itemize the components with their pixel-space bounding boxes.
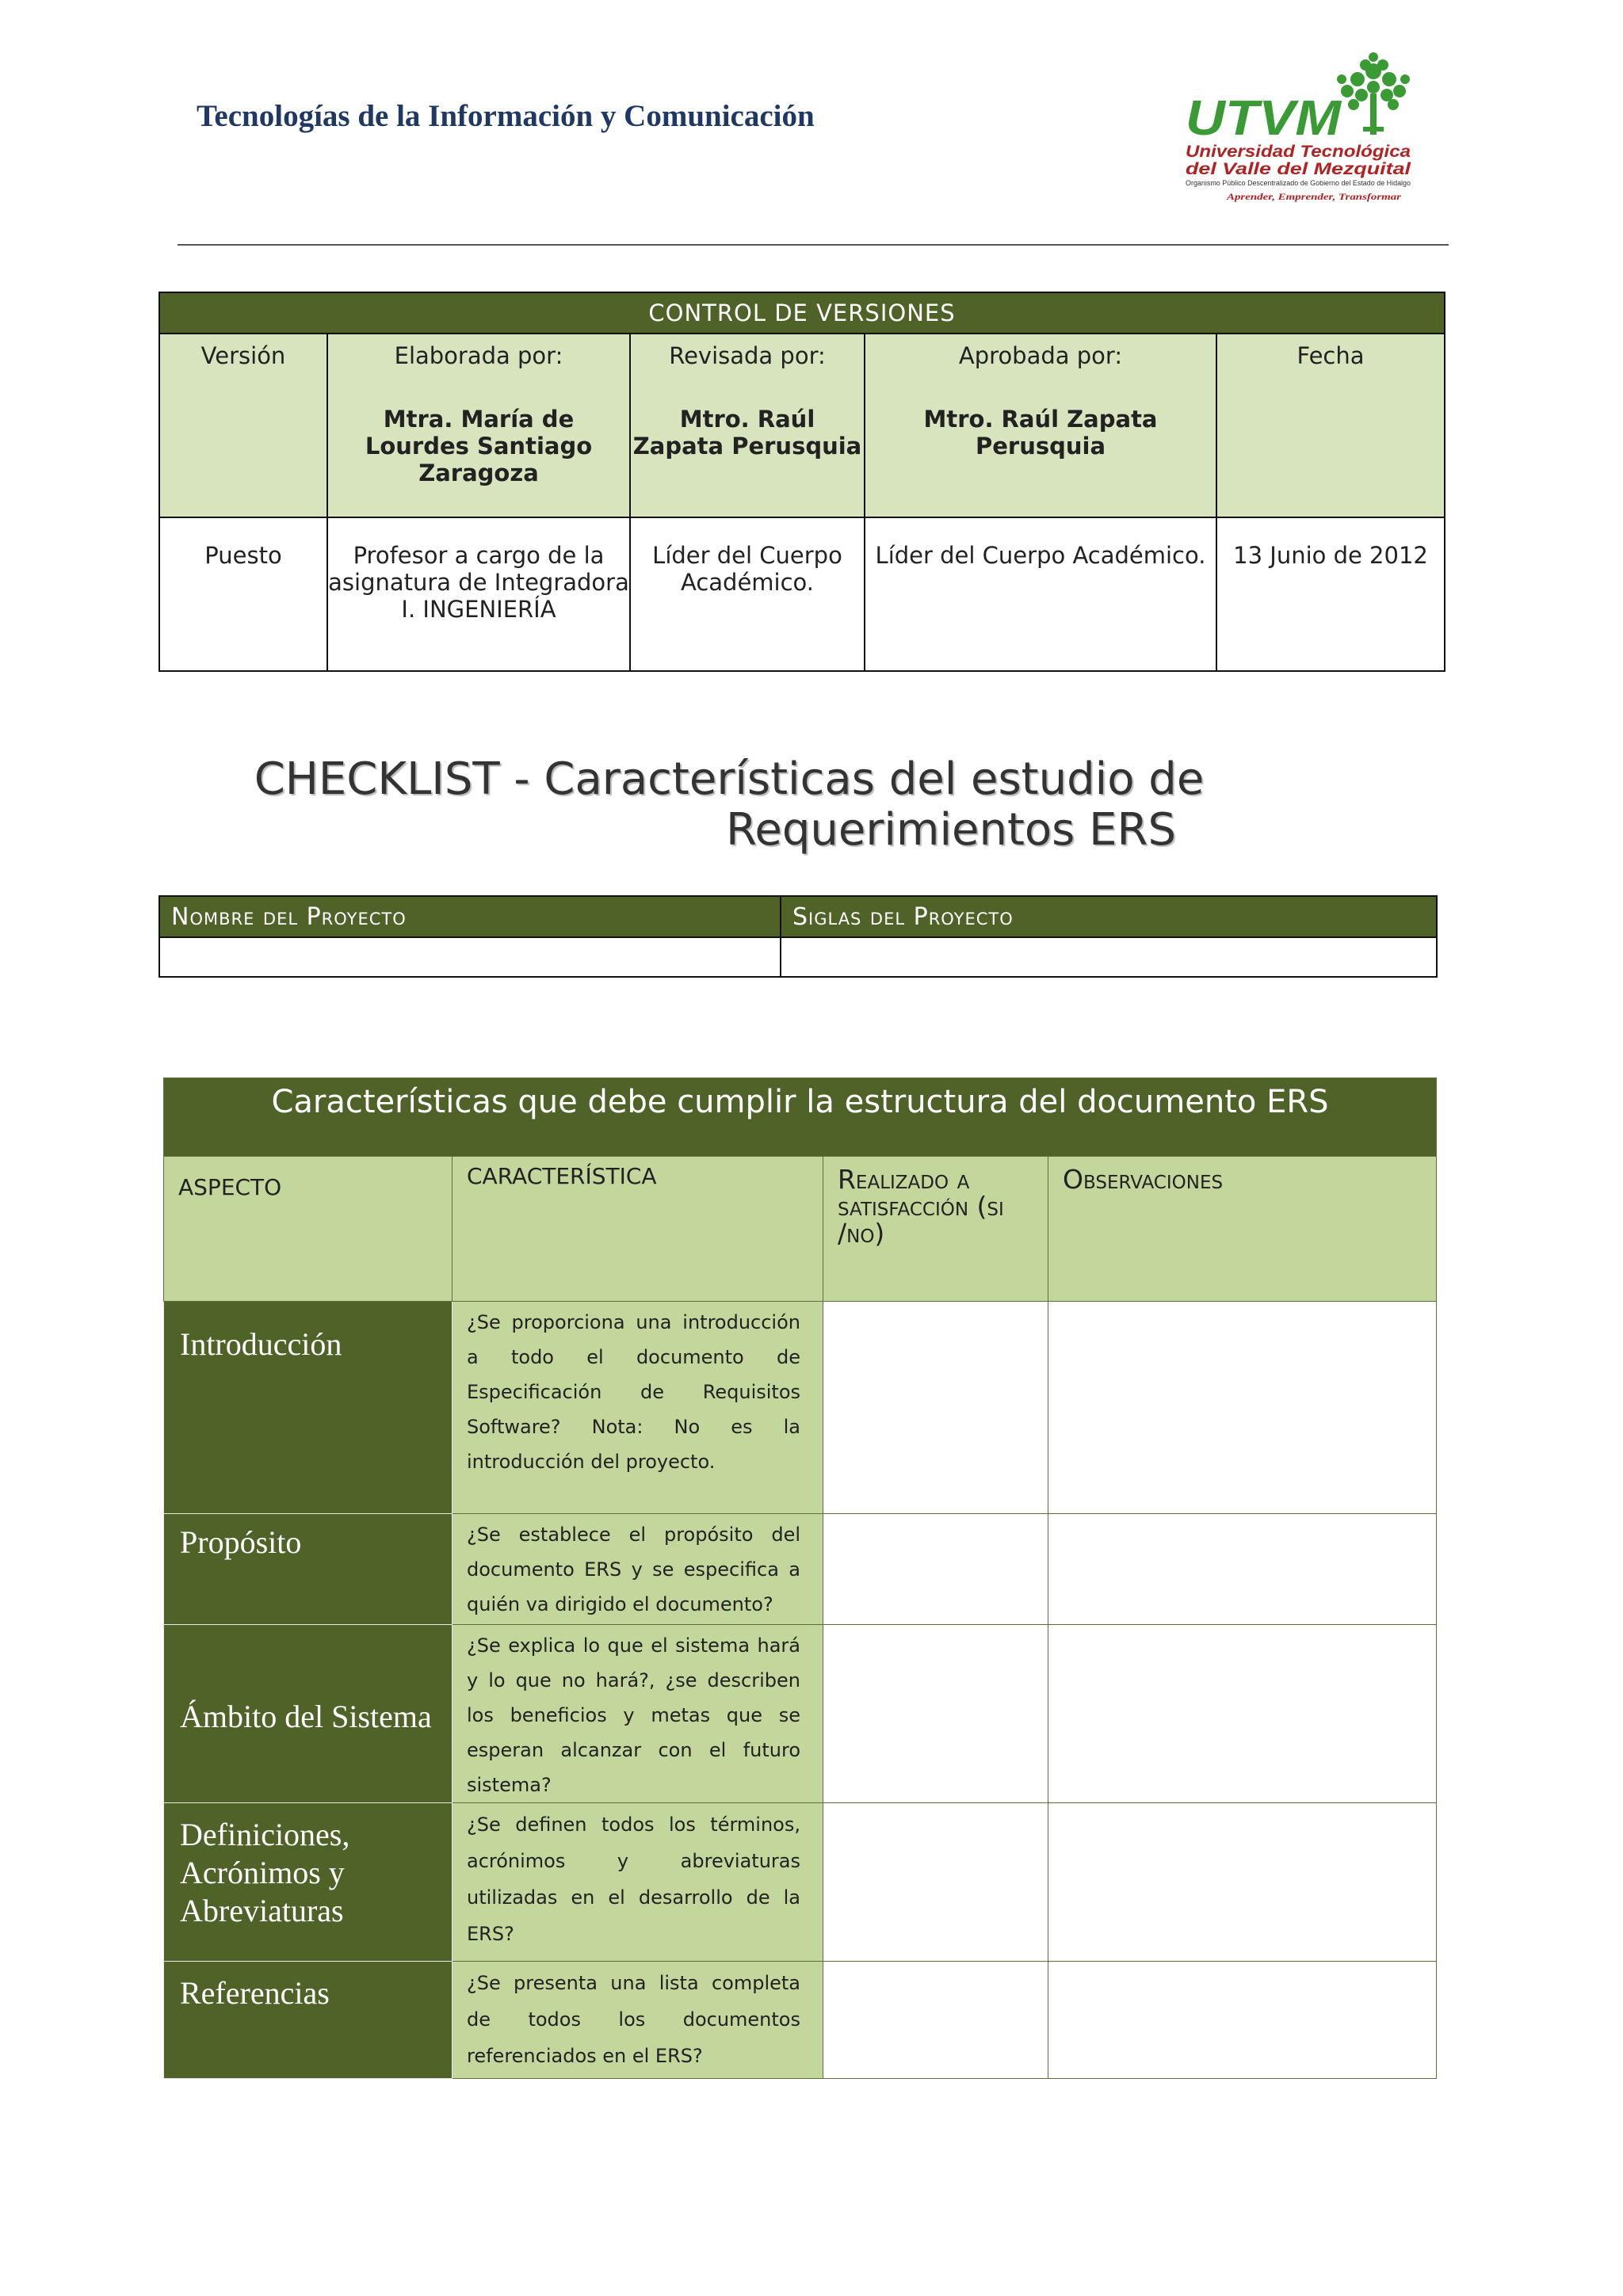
notes-cell[interactable]: [1048, 1962, 1437, 2079]
created-by-name: Mtra. María de Lourdes Santiago Zaragoza: [365, 406, 593, 486]
version-date: 13 Junio de 2012: [1216, 517, 1445, 671]
date-column-header: Fecha: [1216, 334, 1445, 517]
aspect-purpose: Propósito: [164, 1514, 453, 1625]
checklist-title: [158, 754, 1300, 856]
project-table: [158, 895, 1438, 978]
done-cell[interactable]: [823, 1803, 1048, 1962]
notes-cell[interactable]: [1048, 1302, 1437, 1514]
characteristic-introduction: ¿Se proporciona una introducción a todo el documento de Especificación de Requisitos Software? Nota: No es la introducción del proyecto.: [453, 1302, 823, 1514]
observations-header: Observaciones: [1048, 1157, 1437, 1302]
notes-cell[interactable]: [1048, 1803, 1437, 1962]
logo-mark: UTVM: [1186, 91, 1342, 146]
characteristic-definitions: ¿Se definen todos los términos, acrónimos y abreviaturas utilizadas en el desarrollo de la ERS?: [453, 1803, 823, 1962]
done-header: Realizado a satisfacción (si /no): [823, 1157, 1048, 1302]
aspect-system-scope: Ámbito del Sistema: [164, 1625, 453, 1803]
logo-line-2: del Valle del Mezquital: [1186, 160, 1412, 178]
done-cell[interactable]: [823, 1625, 1048, 1803]
position-label: Puesto: [159, 517, 327, 671]
version-column-header: Versión: [159, 334, 327, 517]
checklist-title-line-1: CHECKLIST - Características del estudio de: [254, 753, 1205, 805]
aspect-header: ASPECTO: [164, 1157, 453, 1302]
reviewed-by-column-header: Revisada por: Mtro. Raúl Zapata Perusquia: [630, 334, 865, 517]
version-control-title: CONTROL DE VERSIONES: [159, 292, 1445, 334]
reviewed-by-name: Mtro. Raúl Zapata Perusquia: [632, 406, 862, 460]
header-divider: [178, 244, 1449, 246]
approved-by-name: Mtro. Raúl Zapata Perusquia: [923, 406, 1158, 460]
done-cell[interactable]: [823, 1302, 1048, 1514]
approved-by-column-header: Aprobada por: Mtro. Raúl Zapata Perusquia: [865, 334, 1216, 517]
logo-line-3: Organismo Público Descentralizado de Gobierno del Estado de Hidalgo: [1186, 179, 1411, 187]
characteristic-references: ¿Se presenta una lista completa de todos los documentos referenciados en el ERS?: [453, 1962, 823, 2079]
notes-cell[interactable]: [1048, 1514, 1437, 1625]
project-acronym-field[interactable]: [781, 937, 1437, 977]
project-name-label: Nombre del Proyecto: [159, 896, 781, 937]
reviewed-by-position: Líder del Cuerpo Académico.: [630, 517, 865, 671]
done-cell[interactable]: [823, 1962, 1048, 2079]
aspect-references: Referencias: [164, 1962, 453, 2079]
notes-cell[interactable]: [1048, 1625, 1437, 1803]
checklist-title-line-2: Requerimientos ERS: [725, 804, 1176, 856]
created-by-column-header: Elaborada por: Mtra. María de Lourdes Santiago Zaragoza: [327, 334, 630, 517]
created-by-position: Profesor a cargo de la asignatura de Integradora I. INGENIERÍA: [327, 517, 630, 671]
characteristic-purpose: ¿Se establece el propósito del documento ERS y se especifica a quién va dirigido el documento?: [453, 1514, 823, 1625]
project-name-field[interactable]: [159, 937, 781, 977]
characteristics-caption: Características que debe cumplir la estructura del documento ERS: [164, 1078, 1437, 1157]
version-control-table: [158, 292, 1445, 672]
characteristic-system-scope: ¿Se explica lo que el sistema hará y lo que no hará?, ¿se describen los beneficios y metas que se esperan alcanzar con el futuro sistema?: [453, 1625, 823, 1803]
logo-motto: Aprender, Emprender, Transformar: [1225, 191, 1402, 202]
done-cell[interactable]: [823, 1514, 1048, 1625]
aspect-introduction: Introducción: [164, 1302, 453, 1514]
logo-line-1: Universidad Tecnológica: [1186, 143, 1411, 161]
characteristics-table: [163, 1077, 1437, 2079]
approved-by-position: Líder del Cuerpo Académico.: [865, 517, 1216, 671]
project-acronym-label: Siglas del Proyecto: [781, 896, 1437, 937]
tree-icon: [1337, 52, 1410, 135]
characteristic-header: CARACTERÍSTICA: [453, 1157, 823, 1302]
header-title: Tecnologías de la Información y Comunicación: [197, 99, 815, 133]
utvm-logo: [1179, 48, 1417, 206]
aspect-definitions: Definiciones, Acrónimos y Abreviaturas: [164, 1803, 453, 1962]
